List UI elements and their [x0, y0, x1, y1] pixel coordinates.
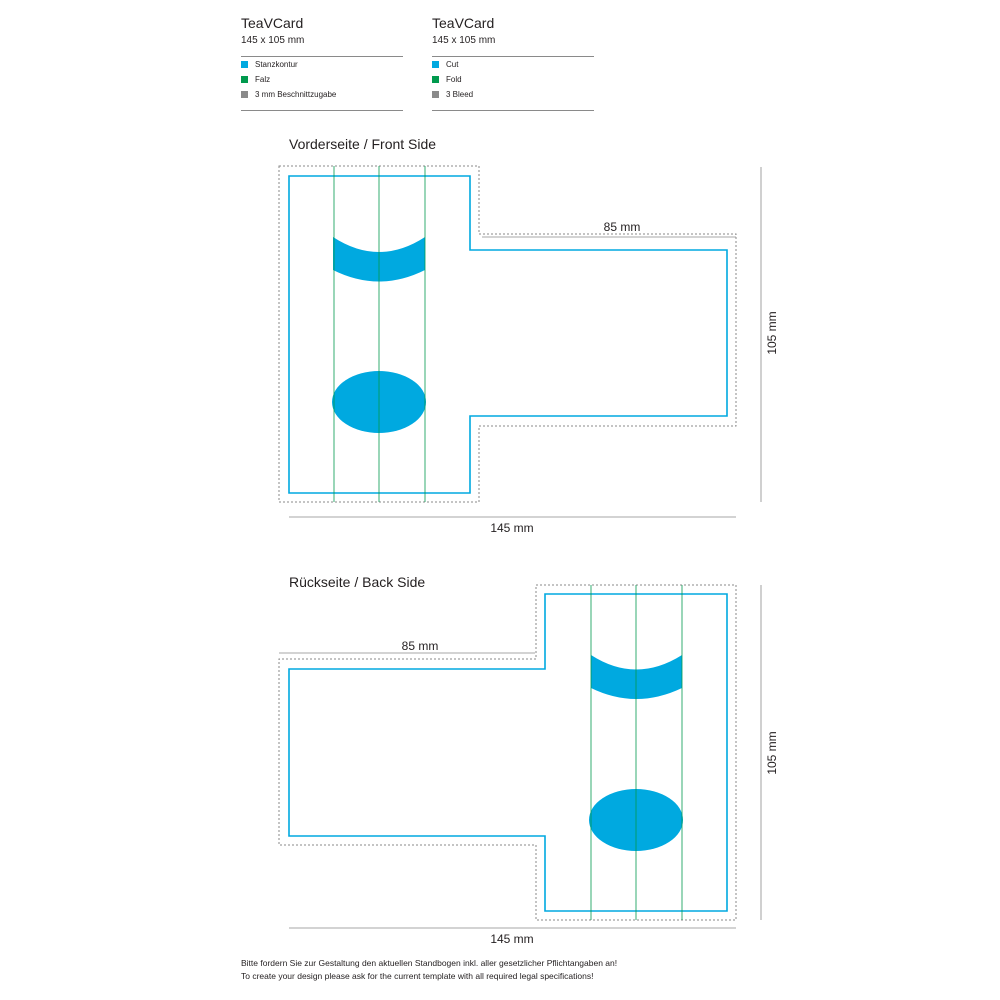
legend-item-label: Stanzkontur: [255, 60, 298, 69]
back-side-template: [279, 585, 779, 946]
legend-item-label: 3 mm Beschnittzugabe: [255, 90, 337, 99]
back-bleed-outline: [279, 585, 736, 920]
back-top-cutout: [591, 655, 682, 699]
front-dim-tab-label: 85 mm: [603, 220, 641, 234]
footer-line-english: To create your design please ask for the current template with all required legal specifications!: [241, 971, 594, 981]
legend-title: TeaVCard: [241, 15, 304, 31]
legend-item-label: Cut: [446, 60, 459, 69]
footer-line-german: Bitte fordern Sie zur Gestaltung den aktuellen Standbogen inkl. aller gesetzlicher Pflichtangaben an!: [241, 958, 618, 968]
front-cut-outline: [289, 176, 727, 493]
front-side-template: [279, 166, 779, 535]
front-dim-height-label: 105 mm: [765, 311, 779, 355]
legend-item-label: 3 Bleed: [446, 90, 474, 99]
legend-size: 145 x 105 mm: [241, 35, 305, 46]
back-dim-tab-label: 85 mm: [401, 639, 439, 653]
footer-note: [241, 957, 617, 983]
front-side-title: Vorderseite / Front Side: [289, 136, 437, 152]
legend-item-label: Fold: [446, 75, 462, 84]
legend-size: 145 x 105 mm: [432, 35, 496, 46]
legend-item-label: Falz: [255, 75, 271, 84]
back-dim-height-label: 105 mm: [765, 731, 779, 775]
front-dim-width-label: 145 mm: [490, 521, 534, 535]
back-dim-width-label: 145 mm: [490, 932, 534, 946]
legend-title: TeaVCard: [432, 15, 495, 31]
front-bleed-outline: [279, 166, 736, 502]
back-cut-outline: [289, 594, 727, 911]
back-side-title: Rückseite / Back Side: [289, 574, 426, 590]
